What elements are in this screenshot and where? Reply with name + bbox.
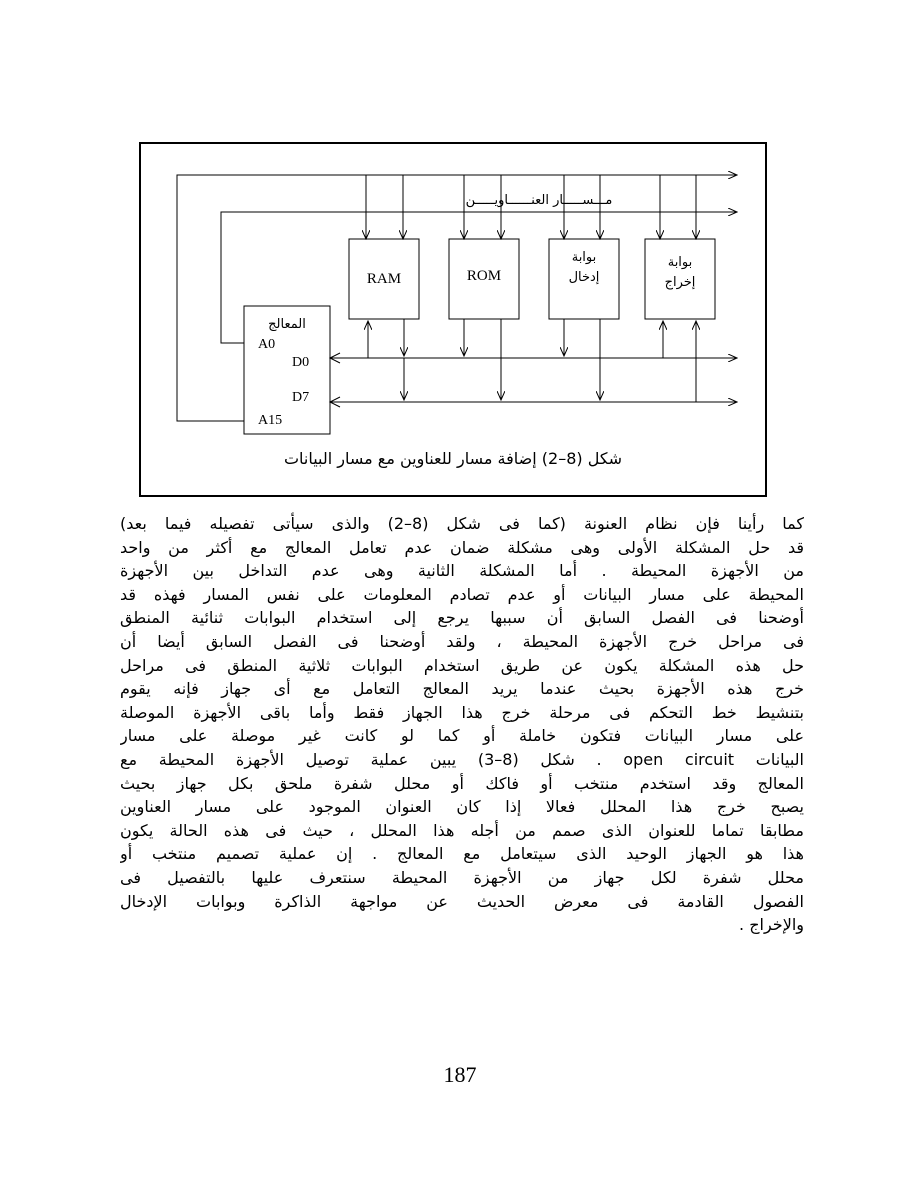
text-line: الفصول القادمة فى معرض الحديث عن مواجهة الذاكرة وبوابات الإدخال: [120, 891, 804, 911]
text-line: يصبح خرج هذا المحلل فعالا إذا كان العنوان الموجود على مسار العناوين: [120, 797, 804, 817]
text-line: بتنشيط خط التحكم فى مرحلة خرج هذا الجهاز فقط وأما باقى الأجهزة الموصلة: [120, 702, 804, 722]
rom-label: ROM: [466, 268, 502, 284]
input-gate-label-2: إدخال: [568, 270, 600, 285]
pin-a0: A0: [258, 337, 276, 352]
text-line: المحيطة على مسار البيانات أو عدم تصادم المعلومات على نفس المسار فهذه قد: [120, 584, 804, 604]
text-line: خرج هذه الأجهزة بحيث عندما يريد المعالج التعامل مع أى جهاز فإنه يقوم: [120, 679, 804, 699]
output-gate-label-2: إخراج: [664, 275, 696, 290]
text-line: محلل شفرة لكل جهاز من الأجهزة المحيطة سنتعرف عليها بالتفصيل فى: [120, 867, 804, 887]
address-data-bus-diagram: [141, 144, 765, 444]
text-line: قد حل المشكلة الأولى وهى مشكلة ضمان عدم تعامل المعالج مع أكثر من واحد: [120, 537, 804, 557]
ram-label: RAM: [366, 271, 402, 287]
body-paragraph: [120, 512, 804, 937]
text-line: المعالج وقد استخدم منتخب أو فاكك أو محلل شفرة ملحق بكل جهاز بحيث: [120, 773, 804, 793]
text-line: مطابقا تماما للعنوان الذى صمم من أجله هذا المحلل ، حيث فى هذه الحالة يكون: [120, 820, 804, 840]
output-gate-label-1: بوابة: [667, 255, 693, 270]
text-line: على مسار البيانات فتكون خاملة أو كما لو كانت غير موصلة على مسار: [120, 726, 804, 746]
text-line: من الأجهزة المحيطة . أما المشكلة الثانية وهى عدم التداخل بين الأجهزة: [120, 561, 804, 581]
pin-d7: D7: [292, 390, 310, 405]
text-line: أوضحنا فى الفصل السابق أن سببها يرجع إلى استخدام البوابات ثنائية المنطق: [120, 608, 804, 628]
processor-title: المعالج: [268, 317, 306, 332]
text-line: فى مراحل خرج الأجهزة المحيطة ، ولقد أوضحنا فى الفصل السابق أيضا أن: [120, 631, 804, 651]
address-bus-label: مـــســـــار العنــــــاويـــــن: [465, 193, 613, 208]
figure-caption: شكل (8–2) إضافة مسار للعناوين مع مسار البيانات: [283, 449, 623, 468]
text-line: والإخراج .: [739, 915, 804, 935]
pin-d0: D0: [292, 355, 310, 370]
page-number: 187: [443, 1062, 477, 1087]
pin-a15: A15: [258, 413, 283, 428]
text-line: هذا هو الجهاز الوحيد الذى سيتعامل مع المعالج . إن عملية تصميم منتخب أو: [120, 844, 804, 864]
figure-frame: [139, 142, 767, 497]
input-gate-label-1: بوابة: [571, 250, 597, 265]
text-line: البيانات open circuit . شكل (8–3) يبين عملية توصيل الأجهزة المحيطة مع: [120, 749, 804, 769]
text-line: كما رأينا فإن نظام العنونة (كما فى شكل (8–2) والذى سيأتى تفصيله فيما بعد): [120, 514, 804, 533]
text-line: حل هذه المشكلة يكون عن طريق استخدام البوابات ثلاثية المنطق فى مراحل: [120, 655, 804, 675]
